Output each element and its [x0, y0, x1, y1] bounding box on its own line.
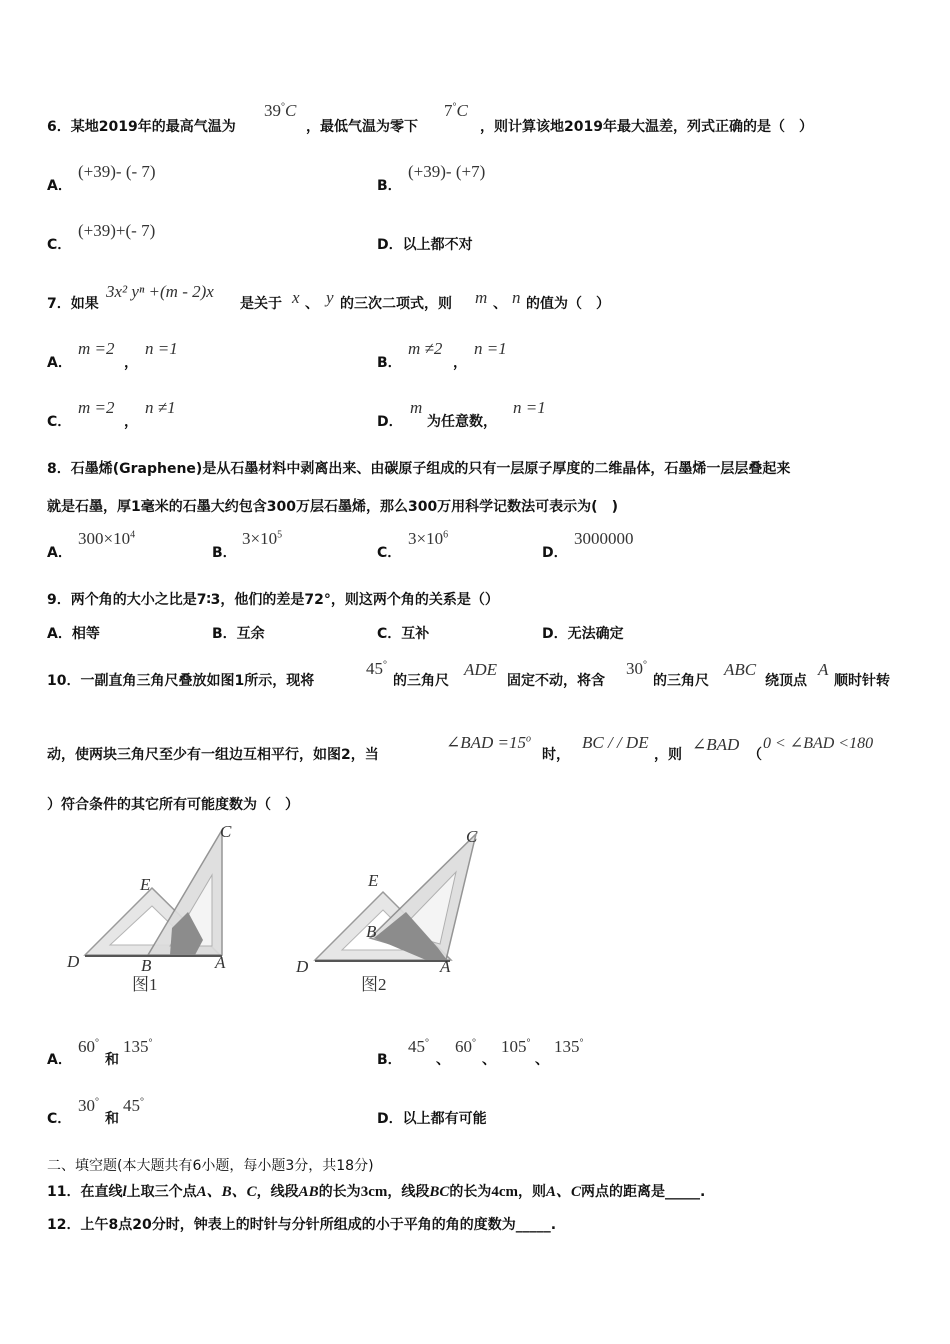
q7-var-y: y	[326, 288, 334, 307]
q6-max-temp: 39°C	[264, 101, 297, 120]
q6-option-a-label[interactable]: A．	[47, 178, 72, 194]
q10-option-b-v3[interactable]: 105°	[501, 1037, 531, 1056]
q10-text-2: 的三角尺	[393, 673, 449, 689]
q10-option-b-sep-3: 、	[535, 1052, 549, 1068]
q10-line-2a: 动，使两块三角尺至少有一组边互相平行，如图2，当	[47, 747, 379, 763]
q10-angle-30: 30°	[626, 659, 647, 678]
q7-stem: 7．如果	[47, 296, 99, 312]
fig2-label-e: E	[368, 871, 379, 890]
q7-option-b-1[interactable]: m ≠2	[408, 339, 443, 358]
figure-1	[60, 820, 250, 1000]
q6-option-c[interactable]: (+39)+(- 7)	[78, 221, 156, 240]
q7-sep: 、	[305, 296, 319, 312]
fig2-label-d: D	[296, 957, 309, 976]
q7-text-2: 是关于	[240, 296, 282, 312]
q10-parallel: BC / / DE	[582, 733, 649, 752]
fig2-label-c: C	[466, 827, 478, 846]
q8-option-d[interactable]: 3000000	[574, 529, 634, 548]
q7-option-b-2[interactable]: n =1	[474, 339, 507, 358]
q10-text-3: 固定不动，将含	[507, 673, 605, 689]
q7-option-d-label[interactable]: D．	[377, 414, 403, 430]
fig2-label-a: A	[440, 957, 451, 976]
q9-option-b[interactable]: B．互余	[212, 626, 265, 642]
q7-option-b-comma: ，	[453, 355, 467, 371]
q7-option-a-1[interactable]: m =2	[78, 339, 115, 358]
q10-text-5: 绕顶点	[765, 673, 807, 689]
q6-text-1: 某地2019年的最高气温为	[70, 119, 236, 135]
q10-option-b-sep-2: 、	[482, 1052, 496, 1068]
q10-bad: ∠BAD	[692, 735, 740, 754]
q10-option-c-and: 和	[105, 1111, 119, 1127]
q10-option-a-v2[interactable]: 135°	[123, 1037, 153, 1056]
q10-angle-45: 45°	[366, 659, 387, 678]
q10-option-b-sep-1: 、	[436, 1052, 450, 1068]
q6-option-b[interactable]: (+39)- (+7)	[408, 162, 486, 181]
section-2-heading: 二、填空题(本大题共有6小题，每小题3分，共18分)	[47, 1158, 374, 1174]
q7-option-d-text: 为任意数，	[427, 414, 497, 430]
q7-option-a-2[interactable]: n =1	[145, 339, 178, 358]
fig1-label-a: A	[215, 953, 226, 972]
q6-option-b-label[interactable]: B．	[377, 178, 402, 194]
q7-option-d-1[interactable]: m	[410, 398, 423, 417]
q8-option-c[interactable]: $3\times 10^6$	[408, 529, 449, 548]
fig1-label-d: D	[67, 952, 80, 971]
q8-option-a[interactable]: $300\times 10^4$	[78, 529, 136, 548]
q10-text-6: 顺时针转	[834, 673, 890, 689]
q12-stem: 12．上午8点20分时，钟表上的时针与分针所组成的小于平角的角的度数为_____.	[47, 1217, 557, 1233]
q10-abc: ABC	[724, 660, 757, 679]
fig1-label-c: C	[220, 822, 232, 841]
q8-option-a-label[interactable]: A．	[47, 545, 72, 561]
q9-option-c[interactable]: C．互补	[377, 626, 430, 642]
q10-option-b-label[interactable]: B．	[377, 1052, 402, 1068]
q7-option-c-label[interactable]: C．	[47, 414, 72, 430]
q10-range: 0 < ∠BAD <180	[763, 735, 874, 752]
q8-option-b-label[interactable]: B．	[212, 545, 237, 561]
q9-option-d[interactable]: D．无法确定	[542, 626, 624, 642]
q7-option-c-1[interactable]: m =2	[78, 398, 115, 417]
q7-text-4: 的值为（ ）	[526, 296, 610, 312]
q10-option-a-and: 和	[105, 1052, 119, 1068]
q10-text-4: 的三角尺	[653, 673, 709, 689]
figure-2	[290, 820, 500, 1000]
q7-option-d-2[interactable]: n =1	[513, 398, 546, 417]
q10-line-3: ）符合条件的其它所有可能度数为（ ）	[47, 797, 299, 813]
q6-text-3: ，则计算该地2019年最大温差，列式正确的是（ ）	[480, 119, 813, 135]
q7-option-c-2[interactable]: n ≠1	[145, 398, 176, 417]
q10-point-a: A	[818, 660, 829, 679]
q10-line-2b: 时，	[542, 747, 570, 763]
q8-option-d-label[interactable]: D．	[542, 545, 568, 561]
q7-expression: 3x² yⁿ +(m - 2)x	[106, 282, 214, 301]
q7-option-a-label[interactable]: A．	[47, 355, 72, 371]
fig2-label-b: B	[366, 922, 377, 941]
q7-var-n: n	[512, 288, 521, 307]
q10-option-c-v1[interactable]: 30°	[78, 1096, 99, 1115]
q10-stem-1: 10．一副直角三角尺叠放如图1所示，现将	[47, 673, 315, 689]
q6-text-2: ，最低气温为零下	[306, 119, 418, 135]
fig2-caption: 图2	[361, 975, 387, 994]
q7-text-3: 的三次二项式，则	[340, 296, 452, 312]
q10-option-b-v1[interactable]: 45°	[408, 1037, 429, 1056]
q10-option-c-v2[interactable]: 45°	[123, 1096, 144, 1115]
q7-sep-2: 、	[493, 296, 507, 312]
q6-min-temp: 7°C	[444, 101, 468, 120]
q7-var-m: m	[475, 288, 488, 307]
q6-option-d[interactable]: D．以上都不对	[377, 237, 473, 253]
q10-option-b-v4[interactable]: 135°	[554, 1037, 584, 1056]
q7-option-a-comma: ，	[124, 355, 138, 371]
fig1-label-e: E	[140, 875, 151, 894]
q10-option-a-v1[interactable]: 60°	[78, 1037, 99, 1056]
q10-ade: ADE	[464, 660, 498, 679]
q9-option-a[interactable]: A．相等	[47, 626, 100, 642]
q6-number: 6．	[47, 119, 71, 135]
q10-line-2d: （	[748, 747, 762, 763]
q6-stem	[47, 116, 236, 136]
q10-option-d[interactable]: D．以上都有可能	[377, 1111, 487, 1127]
q7-option-b-label[interactable]: B．	[377, 355, 402, 371]
q8-line-1: 8．石墨烯(Graphene)是从石墨材料中剥离出来、由碳原子组成的只有一层原子厚度的二维晶体，石墨烯一层层叠起来	[47, 461, 791, 477]
q8-option-b[interactable]: $3\times 10^5$	[242, 529, 283, 548]
q9-stem: 9．两个角的大小之比是7∶3，他们的差是72°，则这两个角的关系是（）	[47, 592, 499, 608]
fig1-label-b: B	[141, 956, 152, 975]
q11-stem: 11．在直线l上取三个点A、B、C，线段AB的长为3cm，线段BC的长为4cm，则A、C两点的距离是_____.	[47, 1184, 706, 1200]
q10-option-c-label[interactable]: C．	[47, 1111, 72, 1127]
q10-bad-15: ∠BAD $=15^o$	[446, 733, 532, 752]
q7-option-c-comma: ，	[124, 414, 138, 430]
q10-line-2c: ，则	[654, 747, 682, 763]
q8-option-c-label[interactable]: C．	[377, 545, 402, 561]
q10-option-a-label[interactable]: A．	[47, 1052, 72, 1068]
q8-line-2: 就是石墨，厚1毫米的石墨大约包含300万层石墨烯，那么300万用科学记数法可表示为( )	[47, 499, 618, 515]
fig1-caption: 图1	[132, 975, 158, 994]
q6-option-c-label[interactable]: C．	[47, 237, 72, 253]
q7-var-x: x	[292, 288, 300, 307]
q6-option-a[interactable]: (+39)- (- 7)	[78, 162, 156, 181]
q10-option-b-v2[interactable]: 60°	[455, 1037, 476, 1056]
